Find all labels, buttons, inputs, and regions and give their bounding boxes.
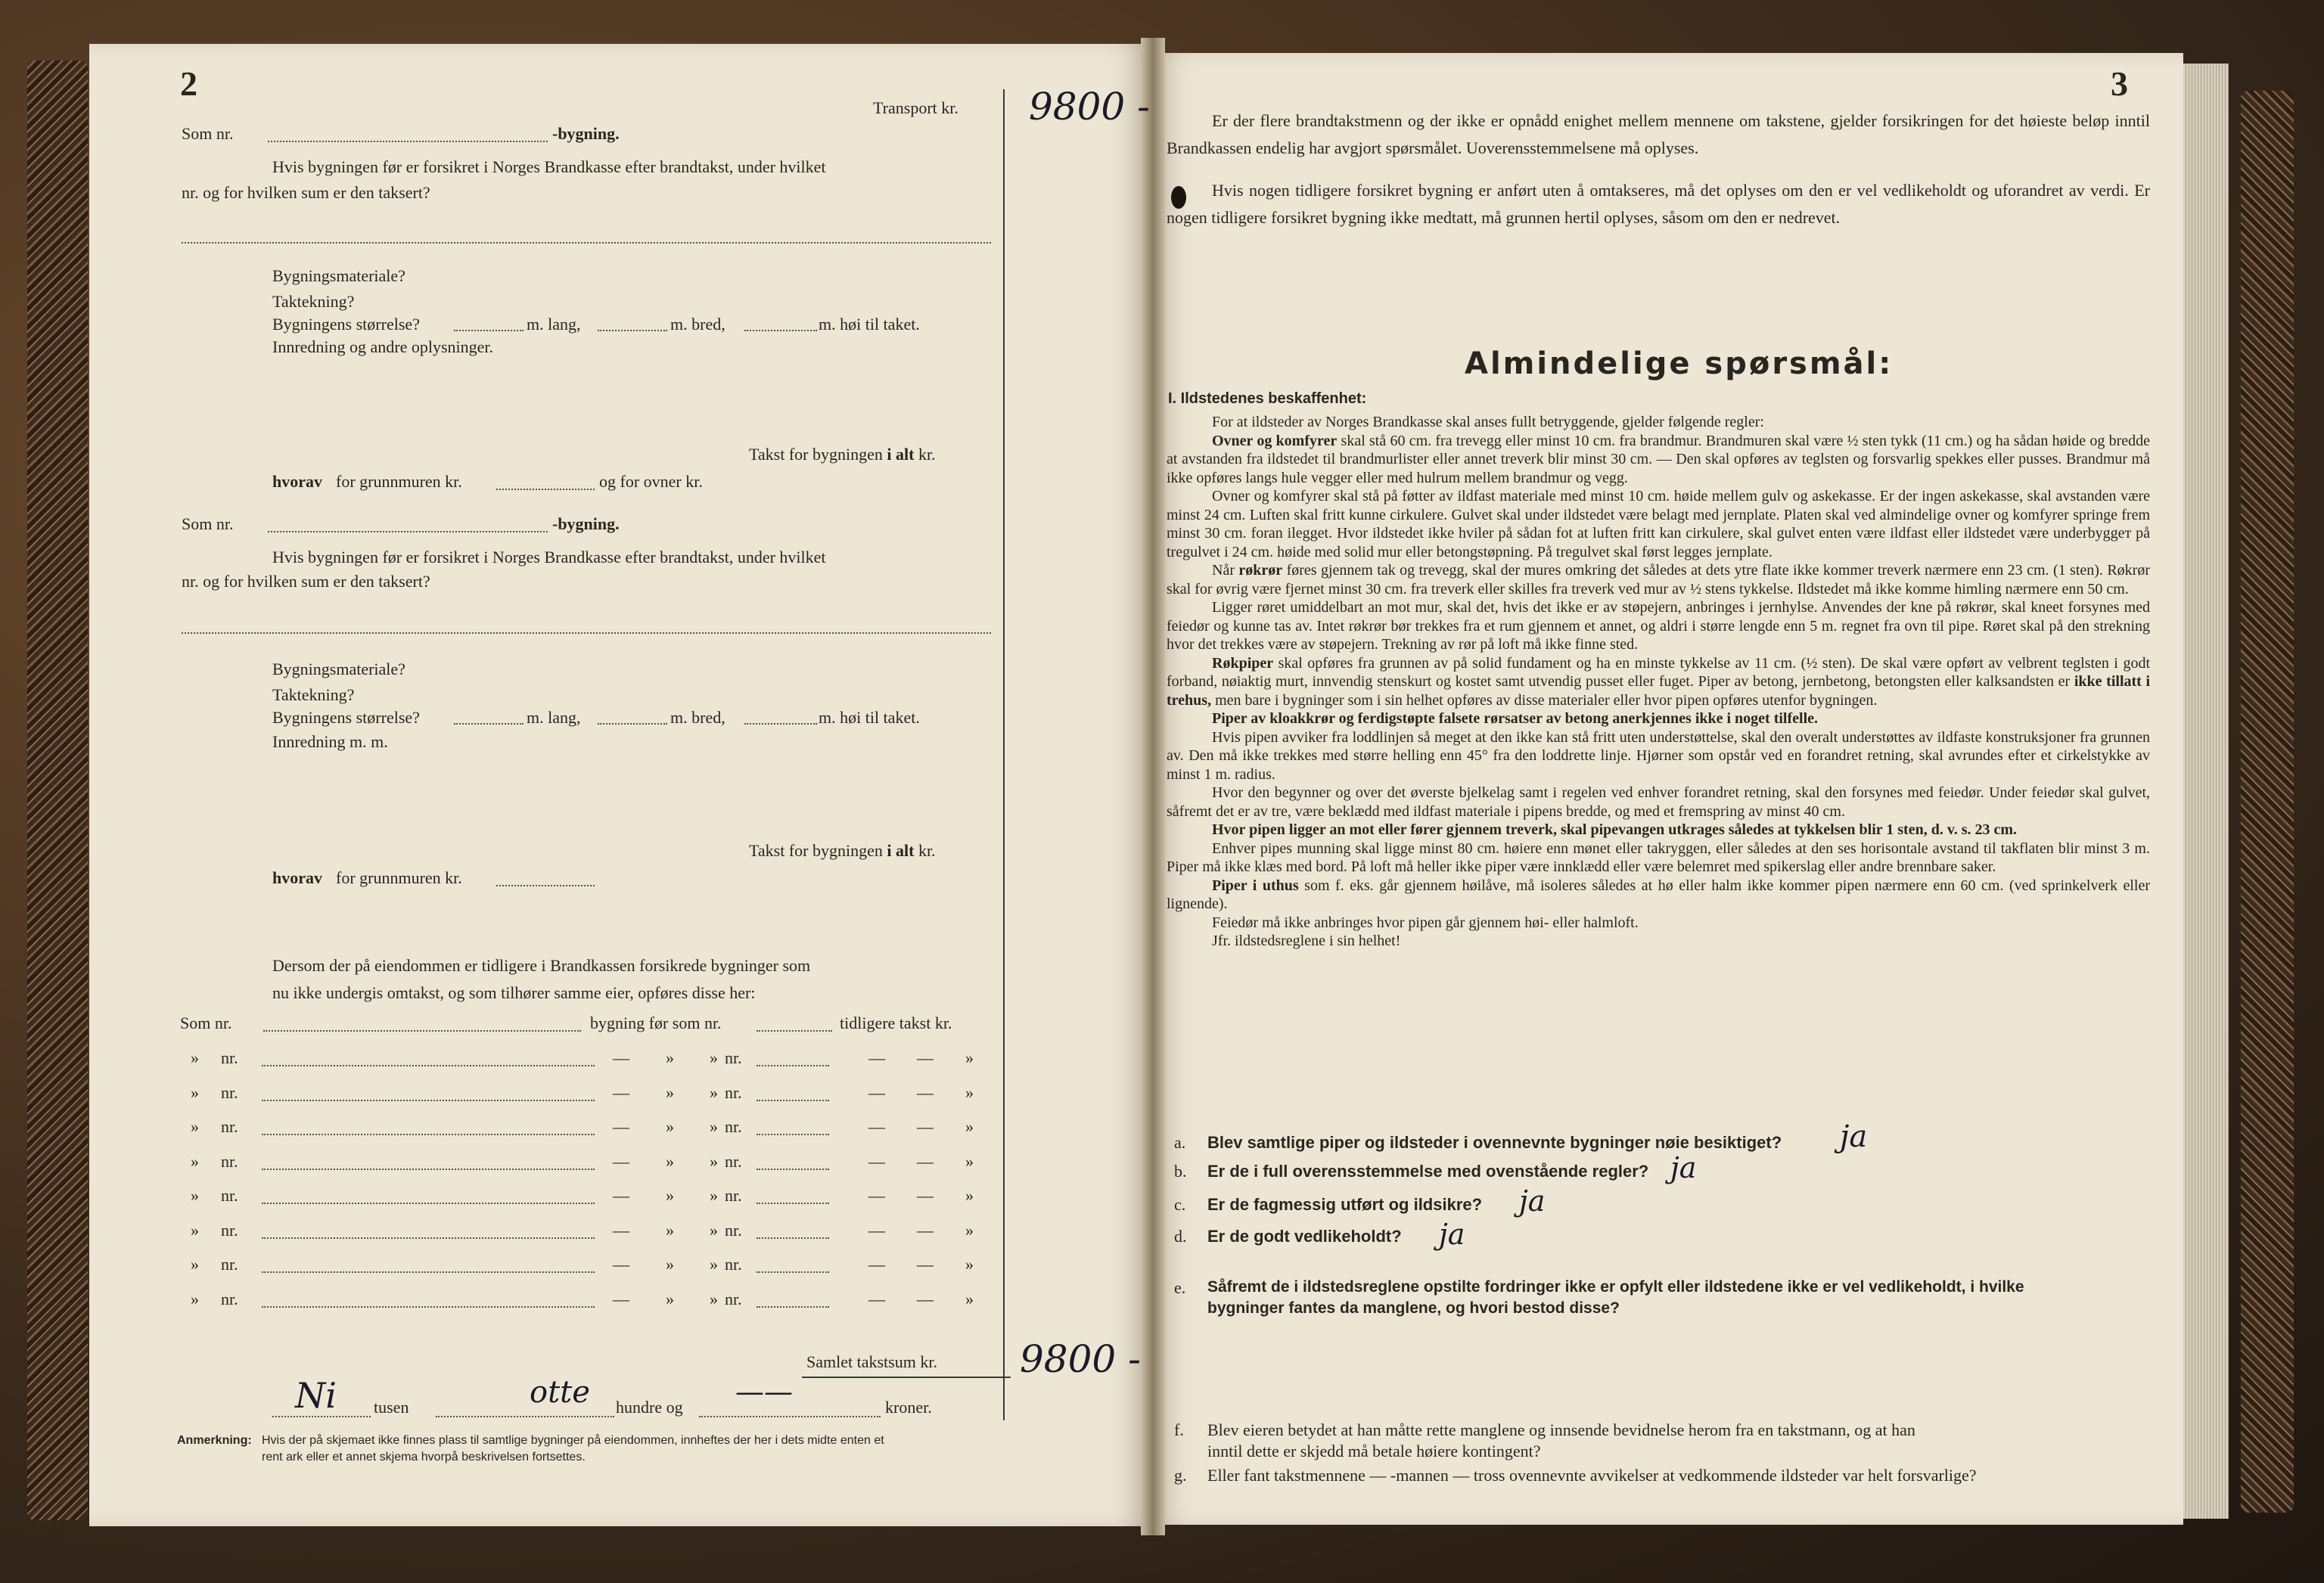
section-label: I. Ildstedenes beskaffenhet: [1168, 390, 1367, 407]
amount-column-line [1003, 89, 1005, 1420]
table-cell: » [666, 1220, 674, 1240]
other-bldgs-line2: nu ikke undergis omtakst, og som tilhører samme eier, opføres disse her: [272, 983, 756, 1002]
marbled-edge-right [2241, 91, 2294, 1513]
question-g-letter: g. [1174, 1466, 1187, 1485]
dotted-line [757, 1237, 829, 1239]
rule-rokpiper-bold: ikke tillatt i trehus, [1167, 673, 2151, 709]
dotted-line [262, 1100, 595, 1101]
table-cell: nr. [221, 1082, 238, 1102]
table-cell: » [965, 1186, 974, 1205]
answer-d: ja [1439, 1218, 1465, 1251]
bldg1-som-nr: Som nr. [182, 124, 234, 143]
dotted-line [757, 1100, 829, 1101]
question-e-line2: bygninger fantes da manglene, og hvori bestod disse? [1207, 1299, 1620, 1317]
dotted-line [757, 1203, 829, 1204]
bldg1-takst-total: Takst for bygningen i alt kr. [749, 445, 936, 464]
dotted-line [699, 1416, 881, 1417]
rules-block [1167, 413, 2150, 951]
bldg2-insured-q1: Hvis bygningen før er forsikret i Norges Brandkasse efter brandtakst, under hvilket [272, 548, 826, 566]
anm-label: Anmerkning: [177, 1434, 252, 1447]
dotted-line [263, 1030, 581, 1032]
anm-line1: Hvis der på skjemaet ikke finnes plass til samtlige bygninger på eiendommen, innheftes der her i dets midte enten et [262, 1434, 884, 1447]
dotted-line [744, 723, 817, 725]
bldg2-inner: Innredning m. m. [272, 732, 388, 751]
bldg1-bred: m. bred, [670, 315, 725, 334]
question-f-line1: Blev eieren betydet at han måtte rette manglene og innsende bevidnelse herom fra en takstmann, og at han [1207, 1420, 1915, 1439]
table-cell: nr. [221, 1186, 238, 1205]
bldg2-takst-total: Takst for bygningen i alt kr. [749, 841, 936, 860]
bldg2-material: Bygningsmateriale? [272, 660, 405, 678]
table-cell: — [613, 1255, 629, 1274]
bldg1-hoi: m. høi til taket. [819, 315, 920, 334]
dotted-line [262, 1237, 595, 1239]
rule-munning: Enhver pipes munning skal ligge minst 80 cm. høiere enn mønet eller takryggen, eller således at den ses horisontale avstand til takflaten blir minst 3 m. Piper må ikke klæs med bord. På loft må heller ikke piper være innklædd eller være belemret med spikerslag eller andre brennbare saker. [1167, 840, 2150, 875]
bldg2-size: Bygningens størrelse? [272, 708, 420, 727]
rule-roret: Ligger røret umiddelbart an mot mur, skal det, hvis det ikke er av støpejern, anbringes i jernhylse. Anvendes der kne på røkrør, skal kneet forsynes med feiedør og kunne tas av. Intet røkrør bør trekkes fra et rum gjennem et annet, og aldri i større lengde enn 5 m. regnet fra ovn til pipe. Røret skal på den strekning hvor det trekkes være av støpejern. Trekning av rør på loft må ikke finne sted. [1167, 599, 2150, 653]
table-cell: » [191, 1255, 199, 1274]
table-cell: » [666, 1151, 674, 1171]
table-cell: » [191, 1151, 199, 1171]
tusen-label: tusen [374, 1398, 409, 1417]
dotted-line [757, 1030, 832, 1032]
table-cell: » [965, 1289, 974, 1308]
page-number-left: 2 [180, 64, 197, 103]
table-cell: » [710, 1048, 718, 1067]
table-cell: » [965, 1082, 974, 1102]
intro-block [1167, 107, 2150, 231]
table-cell: — [917, 1117, 934, 1136]
table-cell: » [191, 1048, 199, 1067]
table-cell: nr. [725, 1117, 742, 1136]
rule-ovner-2: Ovner og komfyrer skal stå på føtter av ildfast materiale med minst 10 cm. høide mellem gulv og askekasse. Er der ingen askekasse, skal avstanden være minst 24 cm. Luften skal fritt kunne cirkulere. Gulvet skal under ildstedet være belagt med jernplate. Platen skal ved almindelige ovner og komfyrer springe frem minst 30 cm. foran ilegget. Hvor ildstedet ikke hviler på sådan fot at luften fritt kan cirkulere, skal gulvet enten være ildfast eller ildstedet være underbyggет på tregulvet i 24 cm. høide med solid mur eller betongstøpning. På tregulvet skal først legges jernplate. [1167, 488, 2150, 560]
bldg2-roof: Taktekning? [272, 685, 355, 704]
table-cell: » [666, 1186, 674, 1205]
table-cell: — [868, 1255, 885, 1274]
table-cell: — [917, 1048, 934, 1067]
question-b-letter: b. [1174, 1162, 1187, 1181]
dotted-line [268, 141, 548, 142]
dotted-line [182, 632, 991, 634]
table-cell: » [710, 1289, 718, 1308]
table-cell: — [613, 1117, 629, 1136]
question-g: Eller fant takstmennene — -mannen — tross ovennevnte avvikelser at vedkommende ildsteder var helt forsvarlige? [1207, 1466, 1977, 1485]
table-cell: » [666, 1117, 674, 1136]
table-cell: — [917, 1289, 934, 1308]
table-cell: » [666, 1255, 674, 1274]
question-e-letter: e. [1174, 1278, 1186, 1297]
question-c-letter: c. [1174, 1195, 1186, 1214]
question-a-letter: a. [1174, 1133, 1186, 1152]
bldg2-som-nr: Som nr. [182, 514, 234, 533]
dotted-line [262, 1065, 595, 1066]
table-cell: — [613, 1048, 629, 1067]
page-number-right: 3 [2111, 64, 2128, 103]
bldg2-insured-q2: nr. og for hvilken sum er den taksert? [182, 572, 430, 591]
table-cell: » [710, 1255, 718, 1274]
bldg1-ovner: og for ovner kr. [599, 472, 703, 491]
table-header-som-nr: Som nr. [180, 1013, 232, 1032]
table-cell: » [965, 1151, 974, 1171]
bldg1-size: Bygningens størrelse? [272, 315, 420, 334]
rule-kloakk: Piper av kloakkrør og ferdigstøpte falsete rørsatser av betong anerkjennes ikke i noget tilfelle. [1212, 710, 1819, 727]
table-cell: — [917, 1186, 934, 1205]
table-cell: nr. [221, 1220, 238, 1240]
dotted-line [262, 1169, 595, 1170]
bldg2-bygning: -bygning. [552, 514, 620, 533]
question-d: Er de godt vedlikeholdt? [1207, 1227, 1402, 1246]
rule-jfr: Jfr. ildstedsreglene i sin helhet! [1212, 933, 1401, 949]
rule-rokror-a: Når [1212, 562, 1235, 579]
question-f-line2: inntil dette er skjedd må betale høiere kontingent? [1207, 1442, 1541, 1460]
table-cell: nr. [725, 1082, 742, 1102]
bldg1-insured-q2: nr. og for hvilken sum er den taksert? [182, 183, 430, 202]
samlet-label: Samlet takstsum kr. [806, 1352, 937, 1371]
table-cell: nr. [725, 1289, 742, 1308]
dotted-line [272, 1416, 371, 1417]
rule-uthus-title: Piper i uthus [1212, 877, 1299, 894]
rule-rokror-text: føres gjennem tak og trevegg, skal der mures omkring det således at dets ytre flate ikke kommer treverk nærmere enn 23 cm. (1 sten). Røkrør skal for øvrig være fjernet minst 30 cm. fra treverk eller skilles fra treverk ved mur av ½ stens tykkelse. Ildstedet må ikke komme himling nærmere enn 50 cm. [1167, 562, 2150, 598]
table-cell: nr. [221, 1117, 238, 1136]
rule-ovner [1167, 432, 2150, 488]
table-cell: nr. [725, 1151, 742, 1171]
table-cell: » [710, 1082, 718, 1102]
bldg1-insured-q1: Hvis bygningen før er forsikret i Norges Brandkasse efter brandtakst, under hvilket [272, 157, 826, 176]
table-cell: » [965, 1220, 974, 1240]
dotted-line [598, 723, 667, 725]
page-edges [2183, 64, 2229, 1519]
table-cell: » [710, 1117, 718, 1136]
answer-b: ja [1670, 1151, 1697, 1184]
table-cell: nr. [221, 1255, 238, 1274]
dotted-line [262, 1134, 595, 1135]
rule-rokpiper-text: skal opføres fra grunnen av på solid fundament og ha en minste tykkelse av 11 cm. (½ sten). De skal være opført av velbrent teglsten i godt forband, nøiaktig murt, innvendig stenskurt og kostet samt utvendig pusset eller fuget. Piper av betong, jernbetong, betongsten eller kalksandsten er [1167, 654, 2151, 690]
bldg2-lang: m. lang, [527, 708, 581, 727]
table-cell: — [917, 1220, 934, 1240]
question-f-letter: f. [1174, 1420, 1184, 1439]
answer-a: ja [1840, 1119, 1868, 1154]
dotted-line [454, 723, 524, 725]
dotted-line [496, 489, 595, 490]
dotted-line [262, 1306, 595, 1308]
rule-ovner-title: Ovner og komfyrer [1212, 432, 1338, 449]
bldg2-grunnmuren: for grunnmuren kr. [336, 868, 462, 887]
table-cell: nr. [221, 1151, 238, 1171]
table-cell: — [868, 1220, 885, 1240]
anm-line2: rent ark eller et annet skjema hvorpå beskrivelsen fortsettes. [262, 1451, 586, 1463]
intro-paragraph-1: Er der flere brandtakstmenn og der ikke er opnådd enighet mellem mennene om takstene, gjelder forsikringen for det høieste beløp inntil Brandkassen endelig har avgjort spørsmålet. Uoverensstemmelsene må oplyses. [1167, 111, 2150, 157]
table-header-tidligere: tidligere takst kr. [840, 1013, 952, 1032]
dotted-line [757, 1306, 829, 1308]
kroner-label: kroner. [885, 1398, 932, 1417]
dotted-line [262, 1271, 595, 1273]
rule-intro: For at ildsteder av Norges Brandkasse skal anses fullt betryggende, gjelder følgende regler: [1212, 414, 1764, 430]
bldg1-lang: m. lang, [527, 315, 581, 334]
hundre-handwriting: otte [530, 1375, 590, 1410]
table-cell: — [917, 1082, 934, 1102]
table-cell: » [191, 1082, 199, 1102]
table-cell: » [666, 1048, 674, 1067]
table-cell: — [868, 1151, 885, 1171]
book-gutter [1141, 38, 1165, 1535]
table-cell: — [868, 1289, 885, 1308]
og-handwriting: —— [735, 1375, 793, 1408]
dotted-line [744, 330, 817, 331]
rule-feiedor-2: Feiedør må ikke anbringes hvor pipen går gjennem høi- eller halmloft. [1212, 914, 1639, 931]
dotted-line [182, 242, 991, 244]
table-cell: » [666, 1082, 674, 1102]
rule-uthus-text: som f. eks. går gjennem høilåve, må isoleres således at hø eller halm ikke kommer pipen nærmere enn 60 cm. (ved sprinkelverk eller lignende). [1167, 877, 2151, 912]
dotted-line [268, 531, 548, 532]
table-cell: » [191, 1220, 199, 1240]
dotted-line [262, 1203, 595, 1204]
bldg1-grunnmuren: for grunnmuren kr. [336, 472, 462, 491]
transport-label: Transport kr. [873, 98, 958, 117]
bldg2-hoi: m. høi til taket. [819, 708, 920, 727]
table-cell: nr. [725, 1186, 742, 1205]
samlet-underline [802, 1377, 1011, 1378]
table-cell: — [613, 1220, 629, 1240]
bldg2-hvorav: hvorav [272, 868, 322, 887]
table-cell: — [613, 1082, 629, 1102]
table-cell: — [868, 1048, 885, 1067]
rule-rokpiper-title: Røkpiper [1212, 654, 1274, 672]
table-cell: » [965, 1048, 974, 1067]
table-cell: — [917, 1255, 934, 1274]
table-cell: — [613, 1289, 629, 1308]
table-cell: nr. [725, 1048, 742, 1067]
rule-rokror-title: røkrør [1238, 562, 1283, 579]
rule-uthus [1167, 877, 2150, 914]
bldg1-inner: Innredning og andre oplysninger. [272, 337, 494, 356]
table-cell: nr. [725, 1220, 742, 1240]
table-cell: nr. [221, 1289, 238, 1308]
dotted-line [496, 885, 595, 886]
table-cell: » [191, 1186, 199, 1205]
rule-ovner-text: skal stå 60 cm. fra trevegg eller minst 10 cm. fra brandmur. Brandmuren skal være ½ sten tykk (11 cm.) og ha sådan høide og bredde at avstanden fra ildstedet til brandmurlister eller annet treverk blir minst 30 cm. — Den skal opføres av teglsten og forsvarlig spekkes eller pusses. Brandmur må ikke opføres langs hule vegger eller med hulrum mellem brandmur og vegg. [1167, 432, 2150, 486]
rule-rokror [1167, 561, 2150, 598]
rule-rokpiper [1167, 654, 2150, 710]
question-a: Blev samtlige piper og ildsteder i ovennevnte bygninger nøie besiktiget? [1207, 1133, 1782, 1152]
dotted-line [757, 1169, 829, 1170]
dotted-line [757, 1134, 829, 1135]
marbled-edge-left [27, 61, 88, 1520]
question-d-letter: d. [1174, 1227, 1187, 1246]
heading: Almindelige spørsmål: [1465, 346, 1894, 381]
table-cell: » [710, 1220, 718, 1240]
table-cell: — [613, 1186, 629, 1205]
bldg1-roof: Taktekning? [272, 292, 355, 311]
table-cell: — [917, 1151, 934, 1171]
samlet-value: 9800 - [1020, 1337, 1142, 1381]
intro-paragraph-2: Hvis nogen tidligere forsikret bygning er anført uten å omtakseres, må det oplyses om den er vel vedlikeholdt og uforandret av verdi. Er nogen tidligere forsikret bygning ikke medtatt, må grunnen hertil oplyses, såsom om den er nedrevet. [1167, 181, 2150, 227]
table-header-bygning-for: bygning før som nr. [590, 1013, 722, 1032]
table-cell: » [191, 1117, 199, 1136]
question-b: Er de i full overensstemmelse med ovenstående regler? [1207, 1162, 1649, 1181]
table-cell: — [868, 1186, 885, 1205]
rule-feiedor: Hvor den begynner og over det øverste bjelkelag samt i regelen ved enhver forandret retning, skal den forsynes med feiedør. Under feiedør skal gulvet, såfremt det er av tre, være beklædd med ildfast materiale i pipens bredde, og med et fremspring av minst 40 cm. [1167, 784, 2150, 820]
table-cell: — [868, 1117, 885, 1136]
table-cell: — [613, 1151, 629, 1171]
bldg1-bygning: -bygning. [552, 124, 620, 143]
bldg1-material: Bygningsmateriale? [272, 266, 405, 285]
tusen-handwriting: Ni [295, 1375, 337, 1416]
table-cell: » [666, 1289, 674, 1308]
dotted-line [436, 1416, 614, 1417]
dotted-line [757, 1271, 829, 1273]
table-cell: » [965, 1117, 974, 1136]
question-c: Er de fagmessig utført og ildsikre? [1207, 1195, 1483, 1214]
table-cell: » [191, 1289, 199, 1308]
dotted-line [454, 330, 524, 331]
hundre-label: hundre og [616, 1398, 683, 1417]
table-cell: » [965, 1255, 974, 1274]
table-cell: nr. [725, 1255, 742, 1274]
rule-rokpiper-end: men bare i bygninger som i sin helhet opføres av disse materialer eller hvor pipen opføres utenfor bygningen. [1215, 691, 1878, 709]
question-e-line1: Såfremt de i ildstedsreglene opstilte fordringer ikke er opfylt eller ildstedene ikke er vel vedlikeholdt, i hvilke [1207, 1278, 2024, 1296]
dotted-line [757, 1065, 829, 1066]
table-cell: » [710, 1151, 718, 1171]
transport-value: 9800 - [1029, 85, 1151, 129]
other-bldgs-line1: Dersom der på eiendommen er tidligere i Brandkassen forsikrede bygninger som [272, 956, 811, 975]
dotted-line [598, 330, 667, 331]
table-cell: nr. [221, 1048, 238, 1067]
answer-c: ja [1519, 1184, 1546, 1218]
bldg1-hvorav: hvorav [272, 472, 322, 491]
table-cell: — [868, 1082, 885, 1102]
table-cell: » [710, 1186, 718, 1205]
rule-pipevang: Hvor pipen ligger an mot eller fører gjennem treverk, skal pipevangen utkrages således at tykkelsen blir 1 sten, d. v. s. 23 cm. [1212, 821, 2018, 838]
rule-loddlinje: Hvis pipen avviker fra loddlinjen så meget at den ikke kan stå fritt uten understøttelse, skal den overalt understøttes av ildfaste konstruksjoner fra grunnen av. Den må ikke trekkes med større helling enn 45° fra den loddrette linje. Hjørner som opstår ved en forandret retning, skal avrundes efter et cirkelstykke av minst 1 m. radius. [1167, 728, 2150, 783]
bldg2-bred: m. bred, [670, 708, 725, 727]
